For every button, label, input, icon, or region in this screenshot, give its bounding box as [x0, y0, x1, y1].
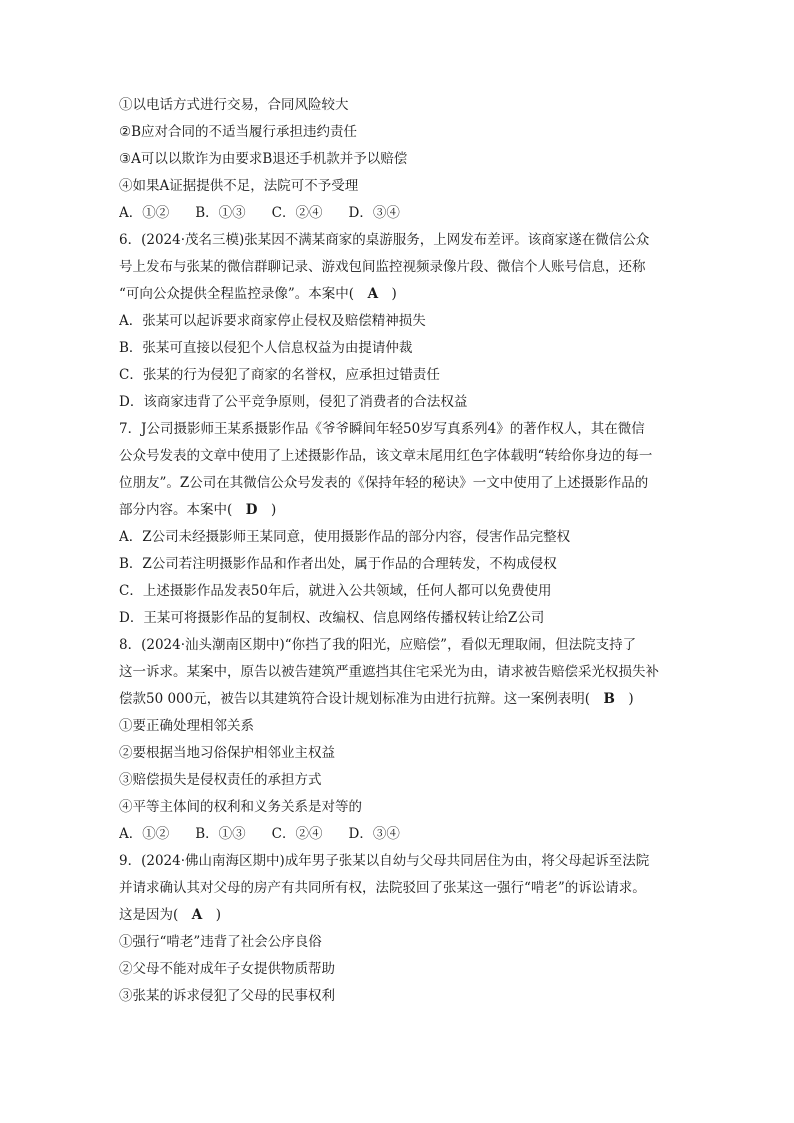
- q6-answer: A: [367, 286, 379, 302]
- q8-choice-d: D．③④: [348, 826, 400, 842]
- q5-choices: [119, 200, 679, 227]
- q9-option-3: ③张某的诉求侵犯了父母的民事权利: [119, 988, 335, 1004]
- q6-option-c: C．张某的行为侵犯了商家的名誉权，应承担过错责任: [119, 367, 440, 383]
- q8-option-3: ③赔偿损失是侵权责任的承担方式: [119, 772, 322, 788]
- q8-stem-line-3: [119, 686, 679, 713]
- q7-stem-text: 部分内容。本案中(: [119, 502, 246, 518]
- q8-stem-line-2: 这一诉求。某案中，原告以被告建筑严重遮挡其住宅采光为由，请求被告赔偿采光权损失补: [119, 664, 659, 680]
- q9-stem-line-3: [119, 902, 679, 929]
- q6-close: ): [378, 286, 397, 302]
- q7-stem-line-4: [119, 497, 679, 524]
- q7-stem-line-2: 公众号发表的文章中使用了上述摄影作品，该文章末尾用红色字体载明“转给你身边的每一: [119, 448, 653, 464]
- q8-option-2: ②要根据当地习俗保护相邻业主权益: [119, 745, 335, 761]
- q5-option-2: ②B应对合同的不适当履行承担违约责任: [119, 124, 358, 140]
- q6-stem-line-2: 号上发布与张某的微信群聊记录、游戏包间监控视频录像片段、微信个人账号信息，还称: [119, 259, 646, 275]
- q8-stem-text: 偿款50 000元，被告以其建筑符合设计规划标准为由进行抗辩。这一案例表明(: [119, 691, 604, 707]
- q9-stem-text: 这是因为(: [119, 907, 192, 923]
- q8-choices: [119, 821, 679, 848]
- q7-close: ): [257, 502, 277, 518]
- q6-stem-line-1: 6．(2024·茂名三模)张某因不满某商家的桌游服务，上网发布差评。该商家遂在微信公众: [119, 232, 650, 248]
- q7-answer: D: [245, 502, 258, 518]
- q8-choice-a: A．①②: [119, 826, 170, 842]
- q9-option-1: ①强行“啃老”违背了社会公序良俗: [119, 934, 322, 950]
- q7-option-b: B．Z公司若注明摄影作品和作者出处，属于作品的合理转发，不构成侵权: [119, 556, 557, 572]
- q6-option-a: A．张某可以起诉要求商家停止侵权及赔偿精神损失: [119, 313, 426, 329]
- q8-stem-line-1: 8．(2024·汕头潮南区期中)“你挡了我的阳光，应赔偿”，看似无理取闹，但法院支持了: [119, 637, 637, 653]
- q5-option-4: ④如果A证据提供不足，法院可不予受理: [119, 178, 359, 194]
- q7-option-d: D．王某可将摄影作品的复制权、改编权、信息网络传播权转让给Z公司: [119, 610, 545, 626]
- q8-close: ): [614, 691, 634, 707]
- q5-choice-c: C．②④: [271, 205, 323, 221]
- q7-stem-line-3: 位朋友”。Z公司在其微信公众号发表的《保持年轻的秘诀》一文中使用了上述摄影作品的: [119, 475, 649, 491]
- q5-option-1: ①以电话方式进行交易，合同风险较大: [119, 97, 349, 113]
- q8-answer: B: [603, 691, 615, 707]
- q9-option-2: ②父母不能对成年子女提供物质帮助: [119, 961, 335, 977]
- q5-choice-b: B．①③: [195, 205, 246, 221]
- q9-stem-line-2: 并请求确认其对父母的房产有共同所有权，法院驳回了张某这一强行“啃老”的诉讼请求。: [119, 880, 646, 896]
- document-content: [119, 92, 679, 1010]
- q9-close: ): [202, 907, 222, 923]
- q9-stem-line-1: 9．(2024·佛山南海区期中)成年男子张某以自幼与父母共同居住为由，将父母起诉至法院: [119, 853, 650, 869]
- q5-choice-a: A．①②: [119, 205, 170, 221]
- q5-option-3: ③A可以以欺诈为由要求B退还手机款并予以赔偿: [119, 151, 408, 167]
- q8-option-1: ①要正确处理相邻关系: [119, 718, 254, 734]
- q8-option-4: ④平等主体间的权利和义务关系是对等的: [119, 799, 362, 815]
- q7-option-c: C．上述摄影作品发表50年后，就进入公共领域，任何人都可以免费使用: [119, 583, 552, 599]
- q7-stem-line-1: 7．J公司摄影师王某系摄影作品《爷爷瞬间年轻50岁写真系列4》的著作权人，其在微信: [119, 421, 645, 437]
- q6-stem-line-3: [119, 281, 679, 308]
- q7-option-a: A．Z公司未经摄影师王某同意，使用摄影作品的部分内容，侵害作品完整权: [119, 529, 571, 545]
- q6-option-d: D．该商家违背了公平竞争原则，侵犯了消费者的合法权益: [119, 394, 468, 410]
- q9-answer: A: [191, 907, 203, 923]
- q8-choice-c: C．②④: [271, 826, 323, 842]
- q5-choice-d: D．③④: [348, 205, 400, 221]
- q6-option-b: B．张某可直接以侵犯个人信息权益为由提请仲裁: [119, 340, 413, 356]
- q8-choice-b: B．①③: [195, 826, 246, 842]
- q6-stem-text: “可向公众提供全程监控录像”。本案中(: [119, 286, 368, 302]
